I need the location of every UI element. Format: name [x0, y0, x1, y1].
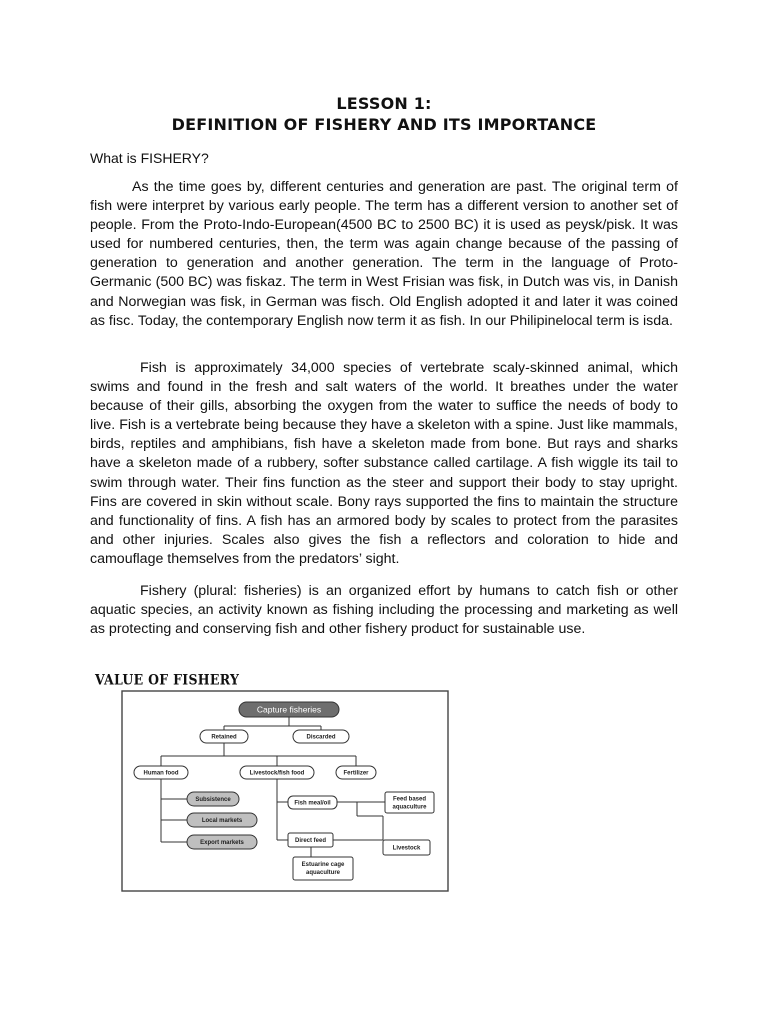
node-discarded-label: Discarded	[306, 734, 336, 741]
node-direct-feed-label: Direct feed	[294, 838, 327, 844]
node-local-markets-label: Local markets	[201, 818, 243, 824]
node-subsistence-label: Subsistence	[195, 797, 231, 803]
paragraph-etymology: As the time goes by, different centuries and generation are past. The original term of fish were interpret by various early people. The term has a different version to another set of people. From the Proto-Indo-European(4500 BC to 2500 BC) it is used as peysk/pisk. It was used for numbered centuries, then, the term was again change because of the passing of generation to generation and another generation. The term in the language of Proto-Germanic (500 BC) was fiskaz. The term in West Frisian was fisk, in Dutch was vis, in Danish and Norwegian was fisk, in German was fisch. Old English adopted it and later it was coined as fisc. Today, the contemporary English now term it as fish. In our Philipinelocal term is isda.	[90, 179, 678, 329]
lesson-title	[90, 93, 678, 135]
node-estuarine-cage-aquaculture	[293, 857, 353, 880]
node-fish-meal-oil-label: Fish meal/oil	[294, 800, 331, 807]
node-human-food-label: Human food	[143, 770, 179, 777]
node-capture-fisheries-label: Capture fisheries	[256, 704, 322, 715]
node-retained-label: Retained	[211, 734, 237, 741]
diagram-heading: VALUE OF FISHERY	[95, 671, 240, 688]
diagram-frame	[122, 691, 448, 891]
section-question: What is FISHERY?	[90, 150, 209, 166]
lesson-heading: DEFINITION OF FISHERY AND ITS IMPORTANCE	[171, 115, 597, 134]
node-fertilizer-label: Fertilizer	[343, 770, 369, 777]
node-feed-based-label-1: Feed based	[392, 796, 427, 803]
lesson-number: LESSON 1:	[336, 94, 432, 113]
value-of-fishery-diagram	[121, 690, 449, 892]
node-livestock-fish-food-label: Livestock/fish food	[249, 770, 305, 777]
node-livestock-label: Livestock	[392, 845, 421, 852]
paragraph-fish-description: Fish is approximately 34,000 species of vertebrate scaly-skinned animal, which swims and found in the fresh and salt waters of the world. It breathes under the water because of their gills, absorbing the oxygen from the water to suffice the needs of body to live. Fish is a vertebrate being because they have a skeleton with a spine. Just like mammals, birds, reptiles and amphibians, fish have a skeleton made from bone. But rays and sharks have a skeleton made of a rubbery, softer substance called cartilage. A fish wiggle its tail to swim through water. Their fins function as the steer and support their body to stay upright. Fins are covered in skin without scale. Bony rays supported the fins to maintain the structure and functionality of fins. A fish has an armored body by scales to protect from the parasites and other injuries. Scales also gives the fish a reflectors and coloration to hide and camouflage themselves from the predators’ sight.	[90, 360, 678, 567]
node-estuarine-label-2: aquaculture	[305, 870, 341, 876]
paragraph-fishery-definition: Fishery (plural: fisheries) is an organized effort by humans to catch fish or other aquatic species, an activity known as fishing including the processing and marketing as well as protecting and conserving fish and other fishery product for sustainable use.	[90, 583, 678, 638]
node-estuarine-label-1: Estuarine cage	[301, 862, 345, 868]
node-feed-based-label-2: aquaculture	[392, 804, 427, 811]
node-export-markets-label: Export markets	[200, 840, 244, 846]
